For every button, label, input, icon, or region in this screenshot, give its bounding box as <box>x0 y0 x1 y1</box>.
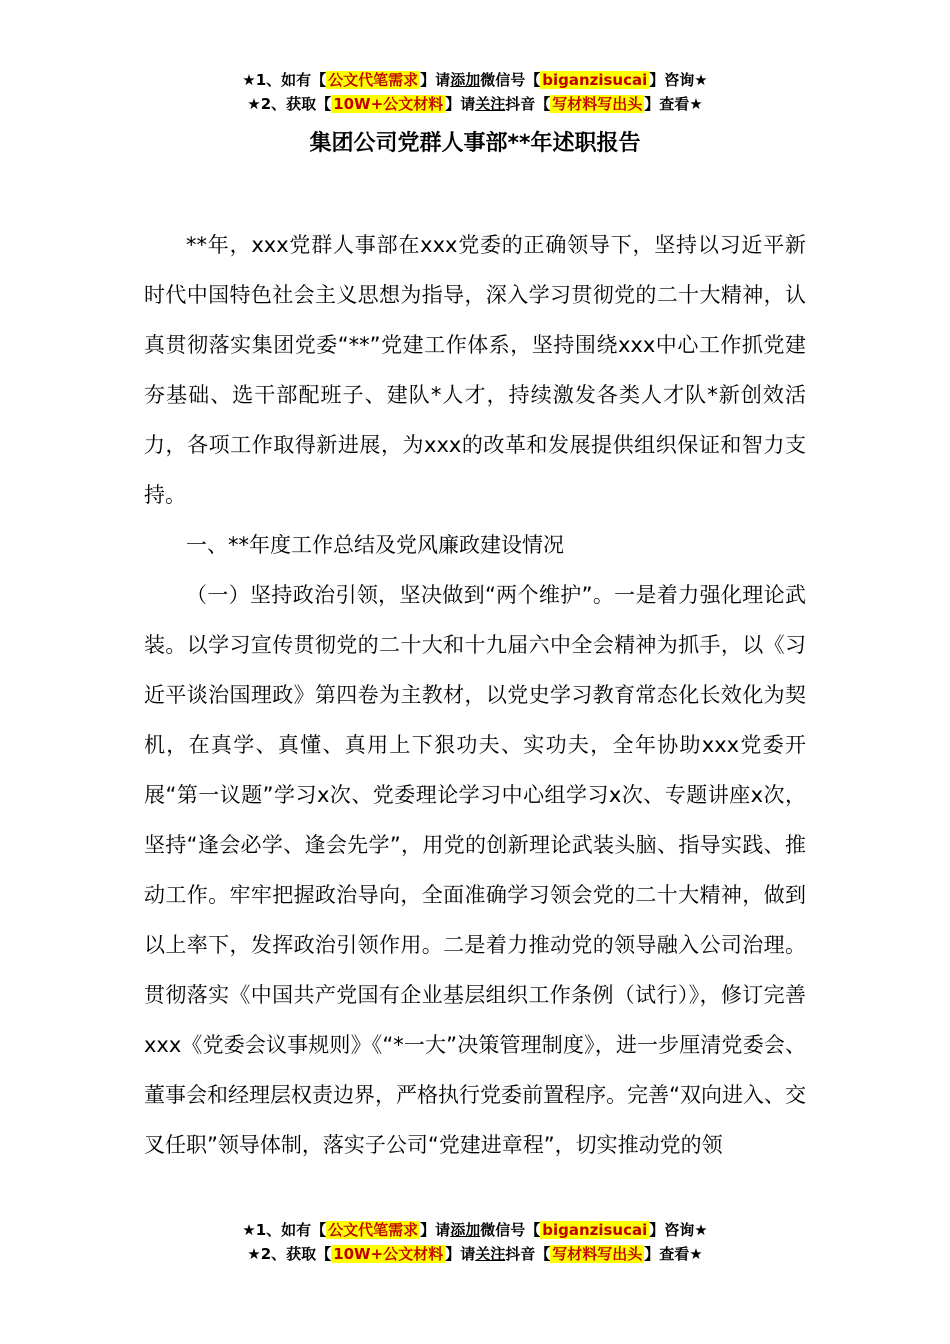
top-banner <box>0 68 950 116</box>
banner-line-2: ★2、获取【 10W+公文材料 】请关注抖音【 写材料写出头 】查看★ <box>247 95 703 113</box>
intro-paragraph: **年，xxx党群人事部在xxx党委的正确领导下，坚持以习近平新时代中国特色社会主义思想为指导，深入学习贯彻党的二十大精神，认真贯彻落实集团党委“**”党建工作体系，坚持围绕xxx中心工作抓党建夯基础、选干部配班子、建队*人才，持续激发各类人才队*新创效活力，各项工作取得新进展，为xxx的改革和发展提供组织保证和智力支持。 <box>144 233 806 507</box>
highlight-text: biganzisucai <box>542 71 648 89</box>
section-heading: 一、**年度工作总结及党风廉政建设情况 <box>186 533 564 557</box>
highlight-text: biganzisucai <box>542 1221 648 1239</box>
highlight-text: 写材料写出头 <box>552 95 643 113</box>
banner-line-1: ★1、如有【 公文代笔需求 】请添加微信号【 biganzisucai 】咨询★ <box>242 71 708 89</box>
banner-line-2: ★2、获取【 10W+公文材料 】请关注抖音【 写材料写出头 】查看★ <box>247 1245 703 1263</box>
body-paragraph: （一）坚持政治引领，坚决做到“两个维护”。一是着力强化理论武装。以学习宣传贯彻党的二十大和十九届六中全会精神为抓手，以《习近平谈治国理政》第四卷为主教材，以党史学习教育常态化长效化为契机，在真学、真懂、真用上下狠功夫、实功夫，全年协助xxx党委开展“第一议题”学习x次、党委理论学习中心组学习x次、专题讲座x次，坚持“逢会必学、逢会先学”，用党的创新理论武装头脑、指导实践、推动工作。牢牢把握政治导向，全面准确学习领会党的二十大精神，做到以上率下，发挥政治引领作用。二是着力推动党的领导融入公司治理。贯彻落实《中国共产党国有企业基层组织工作条例（试行）》，修订完善xxx《党委会议事规则》《“*一大”决策管理制度》，进一步厘清党委会、董事会和经理层权责边界，严格执行党委前置程序。完善“双向进入、交叉任职”领导体制，落实子公司“党建进章程”，切实推动党的领 <box>144 583 806 1157</box>
document-body <box>144 220 806 1170</box>
highlight-text: 写材料写出头 <box>552 1245 643 1263</box>
highlight-text: 公文代笔需求 <box>328 1221 419 1239</box>
highlight-text: 10W+公文材料 <box>333 95 444 113</box>
banner-line-1: ★1、如有【 公文代笔需求 】请添加微信号【 biganzisucai 】咨询★ <box>242 1221 708 1239</box>
highlight-text: 10W+公文材料 <box>333 1245 444 1263</box>
document-title: 集团公司党群人事部**年述职报告 <box>309 131 641 156</box>
bottom-banner <box>0 1218 950 1266</box>
highlight-text: 公文代笔需求 <box>328 71 419 89</box>
